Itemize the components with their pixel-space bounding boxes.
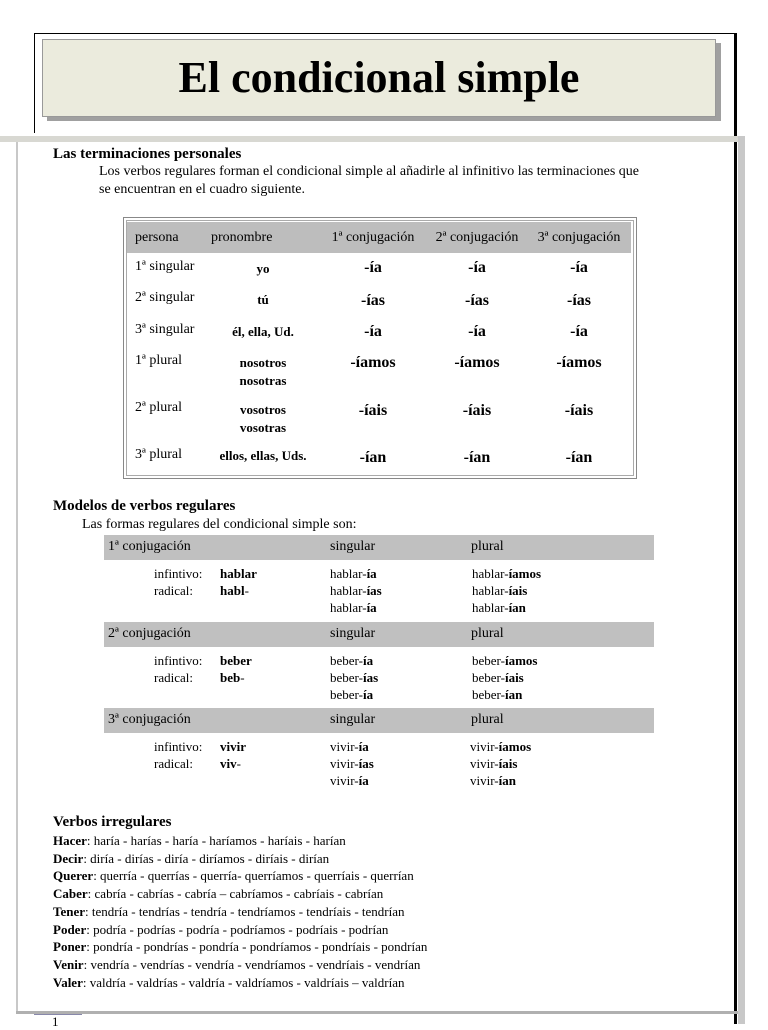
irregular-verb-line bbox=[53, 938, 427, 956]
irregular-verb-forms: : haría - harías - haría - haríamos - haríais - harían bbox=[86, 833, 346, 848]
page-border-left bbox=[34, 33, 35, 133]
section-heading-irregulares: Verbos irregulares bbox=[53, 814, 172, 830]
model-infinitive-value: hablar habl- bbox=[220, 566, 257, 598]
header-conj2: 2ª conjugación bbox=[435, 230, 519, 245]
table-row-persona: 3ª singular bbox=[135, 322, 195, 337]
table-row-persona: 2ª singular bbox=[135, 290, 195, 305]
irregular-verb-name: Poder bbox=[53, 921, 87, 937]
model-infinitive-label: infintivo: radical: bbox=[154, 653, 203, 685]
table-row-ending-conj3: -ías bbox=[567, 292, 591, 309]
table-row-ending-conj1: -íamos bbox=[350, 354, 396, 371]
irregular-verb-forms: : querría - querrías - querría- querríamos - querríais - querrían bbox=[93, 868, 414, 884]
model-infinitive-label: infintivo: radical: bbox=[154, 739, 203, 771]
irregular-verb-forms: : podría - podrías - podría - podríamos - podríais - podrían bbox=[86, 921, 389, 937]
header-conj3: 3ª conjugación bbox=[537, 230, 621, 245]
table-row-ending-conj2: -ía bbox=[468, 323, 486, 340]
table-row-ending-conj3: -ía bbox=[570, 323, 588, 340]
table-row-ending-conj1: -ían bbox=[359, 449, 387, 466]
intro-paragraph-line2: se encuentran en el cuadro siguiente. bbox=[99, 182, 306, 197]
model-singular-forms: vivir-ía vivir-ías vivir-ía bbox=[330, 739, 374, 788]
title-box bbox=[42, 39, 716, 117]
table-row-ending-conj1: -íais bbox=[358, 402, 388, 419]
section-divider bbox=[0, 136, 745, 142]
intro-paragraph-line1: Los verbos regulares forman el condicional simple al añadirle al infinitivo las terminaciones que bbox=[99, 164, 639, 179]
section-heading-modelos: Modelos de verbos regulares bbox=[53, 498, 236, 514]
irregular-verb-name: Poner bbox=[53, 939, 87, 955]
irregular-verb-forms: : diría - dirías - diría - diríamos - diríais - dirían bbox=[83, 850, 330, 866]
model-conjugation-label: 1ª conjugación bbox=[108, 539, 191, 554]
model-plural-label: plural bbox=[471, 712, 504, 727]
header-pronombre: pronombre bbox=[211, 230, 273, 245]
table-row-ending-conj2: -ías bbox=[465, 292, 489, 309]
table-row-pronombre: vosotros vosotras bbox=[239, 402, 287, 435]
table-row-persona: 2ª plural bbox=[135, 400, 183, 415]
table-row-pronombre: nosotros nosotras bbox=[239, 355, 287, 388]
irregular-verb-name: Valer bbox=[53, 974, 83, 990]
table-row-ending-conj1: -ías bbox=[361, 292, 385, 309]
irregular-verb-line bbox=[53, 832, 427, 850]
table-row-pronombre: yo bbox=[256, 261, 270, 276]
irregular-verb-forms: : vendría - vendrías - vendría - vendríamos - vendríais - vendrían bbox=[83, 956, 421, 972]
model-conjugation-label: 3ª conjugación bbox=[108, 712, 191, 727]
table-row-pronombre: tú bbox=[257, 292, 269, 307]
model-singular-label: singular bbox=[330, 539, 376, 554]
terminations-table bbox=[123, 217, 637, 479]
irregular-verb-line bbox=[53, 921, 427, 939]
model-infinitive-value: vivir viv- bbox=[220, 739, 246, 771]
page-title: El condicional simple bbox=[178, 53, 580, 102]
irregular-verb-line bbox=[53, 956, 427, 974]
model-conjugation-label: 2ª conjugación bbox=[108, 626, 191, 641]
irregular-verb-line bbox=[53, 974, 427, 992]
model-plural-label: plural bbox=[471, 539, 504, 554]
page-shadow-right bbox=[738, 136, 745, 1024]
table-row-persona: 3ª plural bbox=[135, 447, 183, 462]
page-border-right bbox=[734, 33, 737, 1024]
table-row-persona: 1ª singular bbox=[135, 259, 195, 274]
section-heading-terminaciones: Las terminaciones personales bbox=[53, 146, 242, 162]
irregular-verb-line bbox=[53, 903, 427, 921]
table-row-pronombre: ellos, ellas, Uds. bbox=[219, 448, 307, 463]
page-number: 1 bbox=[52, 1014, 59, 1029]
irregular-verb-name: Querer bbox=[53, 868, 94, 884]
irregular-verb-line bbox=[53, 850, 427, 868]
model-plural-forms: hablar-íamos hablar-íais hablar-ían bbox=[472, 566, 542, 615]
table-row-ending-conj3: -ían bbox=[565, 449, 593, 466]
irregular-verb-name: Venir bbox=[53, 956, 84, 972]
table-row-ending-conj1: -ía bbox=[364, 323, 382, 340]
model-infinitive-value: beber beb- bbox=[220, 653, 252, 685]
irregular-verb-forms: : valdría - valdrías - valdría - valdríamos - valdríais – valdrían bbox=[82, 974, 405, 990]
irregular-verb-forms: : pondría - pondrías - pondría - pondríamos - pondríais - pondrían bbox=[86, 939, 428, 955]
model-singular-label: singular bbox=[330, 626, 376, 641]
page-border-left-lower bbox=[16, 142, 18, 1012]
page-border-bottom bbox=[16, 1011, 738, 1014]
table-row-ending-conj2: -ían bbox=[463, 449, 491, 466]
table-row-ending-conj2: -íais bbox=[462, 402, 492, 419]
model-singular-forms: beber-ía beber-ías beber-ía bbox=[330, 653, 379, 702]
model-singular-forms: hablar-ía hablar-ías hablar-ía bbox=[330, 566, 382, 615]
model-singular-label: singular bbox=[330, 712, 376, 727]
model-plural-forms: vivir-íamos vivir-íais vivir-ían bbox=[470, 739, 532, 788]
models-intro: Las formas regulares del condicional simple son: bbox=[82, 517, 357, 532]
table-row-ending-conj2: -íamos bbox=[454, 354, 500, 371]
irregular-verb-name: Caber bbox=[53, 886, 88, 902]
header-conj1: 1ª conjugación bbox=[331, 230, 415, 245]
irregular-verb-forms: : tendría - tendrías - tendría - tendríamos - tendríais - tendrían bbox=[85, 903, 405, 919]
irregular-verb-name: Tener bbox=[53, 903, 86, 919]
table-row-pronombre: él, ella, Ud. bbox=[232, 324, 294, 339]
table-row-ending-conj3: -íais bbox=[564, 402, 594, 419]
irregular-verb-line bbox=[53, 885, 427, 903]
table-row-persona: 1ª plural bbox=[135, 353, 183, 368]
table-row-ending-conj1: -ía bbox=[364, 259, 382, 276]
model-plural-forms: beber-íamos beber-íais beber-ían bbox=[472, 653, 538, 702]
page-border-top bbox=[34, 33, 736, 34]
table-row-ending-conj3: -íamos bbox=[556, 354, 602, 371]
header-persona: persona bbox=[135, 230, 179, 245]
table-row-ending-conj2: -ía bbox=[468, 259, 486, 276]
irregular-verbs-list bbox=[53, 832, 427, 991]
table-row-ending-conj3: -ía bbox=[570, 259, 588, 276]
irregular-verb-name: Hacer bbox=[53, 833, 87, 848]
model-plural-label: plural bbox=[471, 626, 504, 641]
irregular-verb-name: Decir bbox=[53, 850, 84, 866]
irregular-verb-forms: : cabría - cabrías - cabría – cabríamos - cabríais - cabrían bbox=[87, 886, 384, 902]
model-infinitive-label: infintivo: radical: bbox=[154, 566, 203, 598]
irregular-verb-line bbox=[53, 867, 427, 885]
